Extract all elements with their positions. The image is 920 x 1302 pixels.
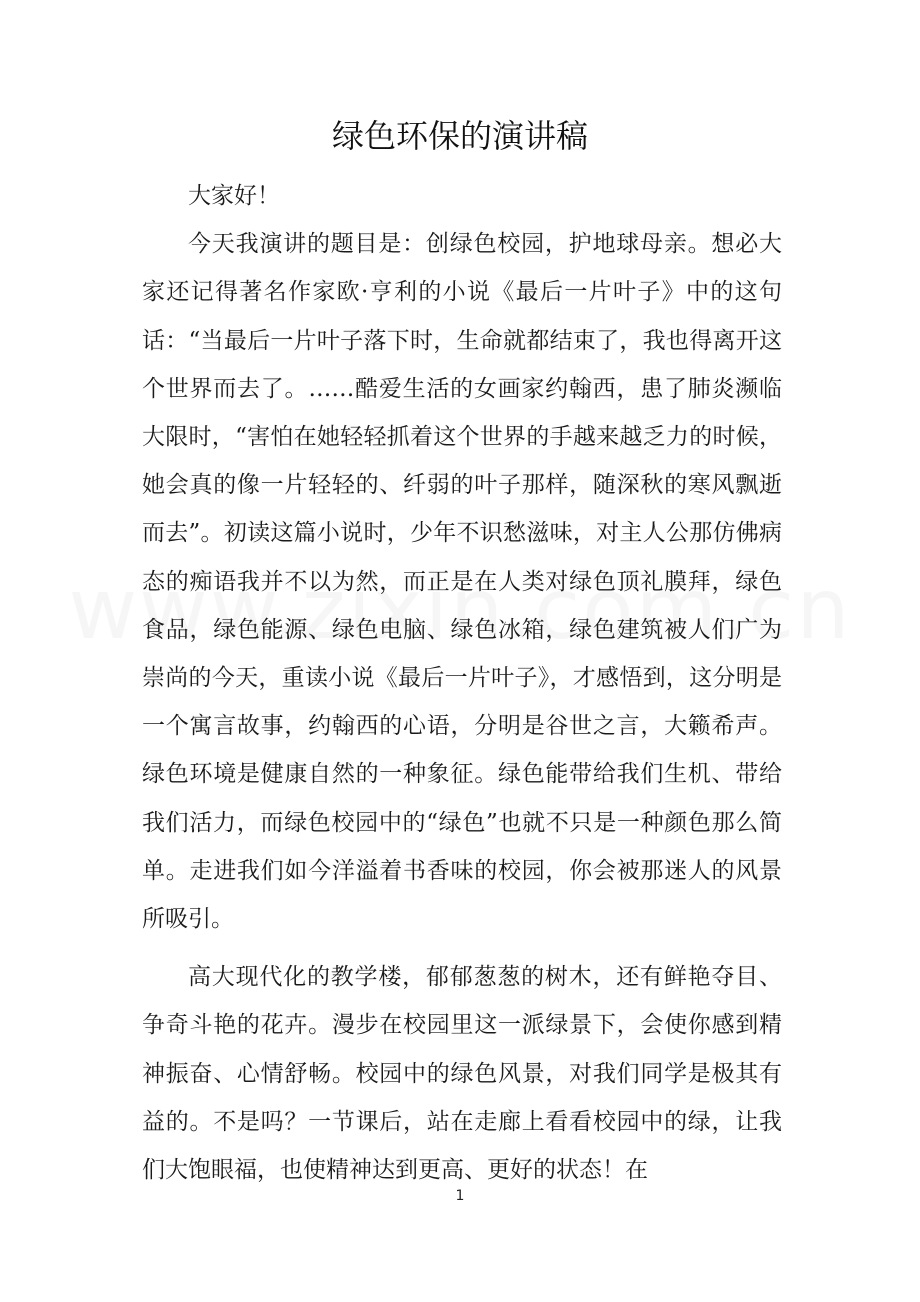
body-paragraph: 高大现代化的教学楼，郁郁葱葱的树木，还有鲜艳夺目、争奇斗艳的花卉。漫步在校园里这一派绿景下，会使你感到精神振奋、心情舒畅。校园中的绿色风景，对我们同学是极其有益的。不是吗？一节课后，站在走廊上看看校园中的绿，让我们大饱眼福，也使精神达到更高、更好的状态！在: [142, 964, 782, 1184]
body-paragraph: 今天我演讲的题目是：创绿色校园，护地球母亲。想必大家还记得著名作家欧·亨利的小说《最后一片叶子》中的这句话：“当最后一片叶子落下时，生命就都结束了，我也得离开这个世界而去了。……酷爱生活的女画家约翰西，患了肺炎濒临大限时，“害怕在她轻轻抓着这个世界的手越来越乏力的时候，她会真的像一片轻轻的、纤弱的叶子那样，随深秋的寒风飘逝而去”。初读这篇小说时，少年不识愁滋味，对主人公那仿佛病态的痴语我并不以为然，而正是在人类对绿色顶礼膜拜，绿色食品，绿色能源、绿色电脑、绿色冰箱，绿色建筑被人们广为崇尚的今天，重读小说《最后一片叶子》，才感悟到，这分明是一个寓言故事，约翰西的心语，分明是谷世之言，大籁希声。绿色环境是健康自然的一种象征。绿色能带给我们生机、带给我们活力，而绿色校园中的“绿色”也就不只是一种颜色那么简单。走进我们如今洋溢着书香味的校园，你会被那迷人的风景所吸引。: [142, 231, 782, 933]
page-number: 1: [455, 1188, 465, 1204]
document-title: 绿色环保的演讲稿: [331, 117, 588, 155]
document-body: [142, 172, 782, 1194]
greeting-paragraph: 大家好！: [188, 183, 280, 209]
